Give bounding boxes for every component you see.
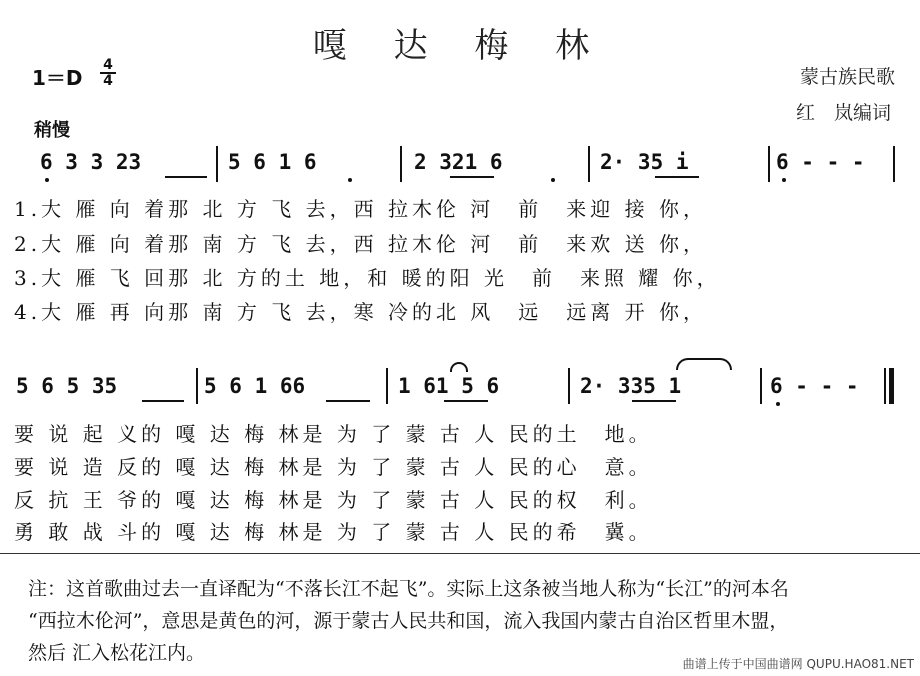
low-octave-dot — [348, 178, 352, 182]
barline — [768, 146, 770, 182]
measure-8: 1 61 5 6 — [398, 374, 500, 398]
watermark: 曲谱上传于中国曲谱网 QUPU.HAO81.NET — [682, 657, 914, 671]
barline — [568, 368, 570, 404]
chorus-verse-3: 反 抗 王 爷的 嘎 达 梅 林是 为 了 蒙 古 人 民的权 利。 — [14, 488, 653, 512]
measure-10: 6 - - - — [770, 374, 859, 398]
lyric-verse-2: 2.大 雁 向 着那 南 方 飞 去，西 拉木伦 河 前 来欢 送 你， — [14, 232, 708, 256]
barline — [400, 146, 402, 182]
low-octave-dot — [551, 178, 555, 182]
footnote-line-3: 然后 汇入松花江内。 — [28, 642, 206, 664]
measure-5: 6 - - - — [776, 150, 865, 174]
slur — [450, 362, 468, 372]
beam — [444, 400, 488, 402]
barline — [216, 146, 218, 182]
chorus-verse-4: 勇 敢 战 斗的 嘎 达 梅 林是 为 了 蒙 古 人 民的希 冀。 — [14, 520, 653, 544]
barline — [760, 368, 762, 404]
lyric-verse-1: 1.大 雁 向 着那 北 方 飞 去，西 拉木伦 河 前 来迎 接 你， — [14, 197, 708, 221]
tie — [676, 358, 732, 370]
measure-2: 5 6 1 6 — [228, 150, 317, 174]
barline — [588, 146, 590, 182]
beam — [450, 176, 494, 178]
low-octave-dot — [776, 402, 780, 406]
measure-3: 2 321 6 — [414, 150, 503, 174]
final-barline-thick — [889, 368, 894, 404]
lyric-verse-3: 3.大 雁 飞 回那 北 方的土 地，和 暖的阳 光 前 来照 耀 你， — [14, 266, 721, 290]
footnote-divider — [0, 553, 920, 554]
key-signature: 1＝D — [32, 66, 83, 90]
meter-top: 4 — [103, 57, 113, 73]
barline — [893, 146, 895, 182]
chorus-verse-2: 要 说 造 反的 嘎 达 梅 林是 为 了 蒙 古 人 民的心 意。 — [14, 455, 653, 479]
barline — [196, 368, 198, 404]
tempo-marking: 稍慢 — [34, 120, 70, 141]
chorus-verse-1: 要 说 起 义的 嘎 达 梅 林是 为 了 蒙 古 人 民的土 地。 — [14, 422, 653, 446]
low-octave-dot — [45, 178, 49, 182]
measure-7: 5 6 1 66 — [204, 374, 306, 398]
lyric-verse-4: 4.大 雁 再 向那 南 方 飞 去，寒 冷的北 风 远 远离 开 你， — [14, 300, 708, 324]
final-barline-thin — [884, 368, 886, 404]
footnote-line-2: “西拉木伦河”，意思是黄色的河，源于蒙古人民共和国，流入我国内蒙古自治区哲里木盟， — [28, 610, 789, 632]
time-signature — [100, 58, 116, 88]
meter-bottom: 4 — [100, 72, 116, 88]
measure-9: 2· 335 1 — [580, 374, 682, 398]
footnote-line-1: 注：这首歌曲过去一直译配为“不落长江不起飞”。实际上这条被当地人称为“长江”的河本名 — [28, 578, 789, 600]
beam — [326, 400, 370, 402]
measure-1: 6 3 3 23 — [40, 150, 142, 174]
measure-4: 2· 35 i — [600, 150, 689, 174]
barline — [386, 368, 388, 404]
source-credit: 蒙古族民歌 — [800, 66, 896, 88]
song-title: 嘎 达 梅 林 — [312, 26, 608, 66]
arranger-credit: 红 岚编词 — [796, 102, 892, 124]
measure-6: 5 6 5 35 — [16, 374, 118, 398]
beam — [165, 176, 207, 178]
beam — [632, 400, 676, 402]
beam — [655, 176, 699, 178]
beam — [142, 400, 184, 402]
low-octave-dot — [782, 178, 786, 182]
